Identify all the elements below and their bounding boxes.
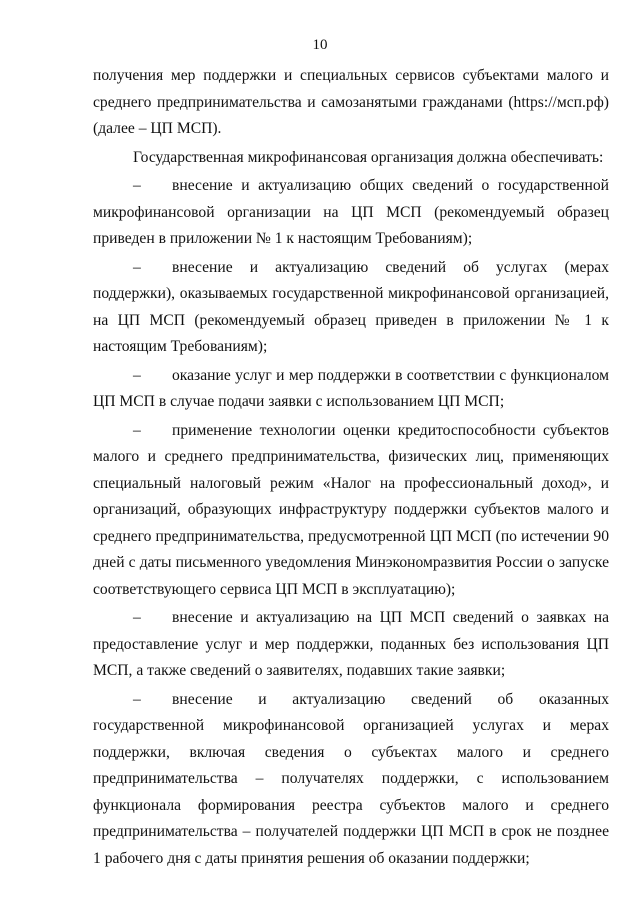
list-item: – внесение и актуализацию сведений об услугах (мерах поддержки), оказываемых государственной микрофинансовой организацией, на ЦП МСП (рекомендуемый образец приведен в приложении № 1 к настоящим Требованиям);	[93, 258, 609, 355]
document-body	[93, 63, 609, 874]
paragraph-obligations-intro: Государственная микрофинансовая организация должна обеспечивать:	[133, 148, 604, 166]
paragraph-continuation: получения мер поддержки и специальных сервисов субъектами малого и среднего предпринимательства и самозанятыми гражданами (https://мсп.рф) (далее – ЦП МСП).	[93, 67, 609, 137]
list-item: – внесение и актуализацию на ЦП МСП сведений о заявках на предоставление услуг и мер поддержки, поданных без использования ЦП МСП, а также сведений о заявителях, подавших такие заявки;	[93, 609, 609, 679]
list-item: – внесение и актуализацию общих сведений о государственной микрофинансовой организации на ЦП МСП (рекомендуемый образец приведен в приложении № 1 к настоящим Требованиям);	[93, 177, 609, 247]
list-item: – применение технологии оценки кредитоспособности субъектов малого и среднего предпринимательства, физических лиц, применяющих специальный налоговый режим «Налог на профессиональный доход», и организаций, образующих инфраструктуру поддержки субъектов малого и среднего предпринимательства, предусмотренной ЦП МСП (по истечении 90 дней с даты письменного уведомления Минэкономразвития России о запуске соответствующего сервиса ЦП МСП в эксплуатацию);	[93, 421, 609, 598]
page-number: 10	[312, 37, 328, 53]
list-item: – внесение и актуализацию сведений об оказанных государственной микрофинансовой организацией услугах и мерах поддержки, включая сведения о субъектах малого и среднего предпринимательства – получателях поддержки, с использованием функционала формирования реестра субъектов малого и среднего предпринимательства – получателей поддержки ЦП МСП в срок не позднее 1 рабочего дня с даты принятия решения об оказании поддержки;	[93, 690, 609, 867]
list-item: – оказание услуг и мер поддержки в соответствии с функционалом ЦП МСП в случае подачи заявки с использованием ЦП МСП;	[93, 366, 609, 410]
